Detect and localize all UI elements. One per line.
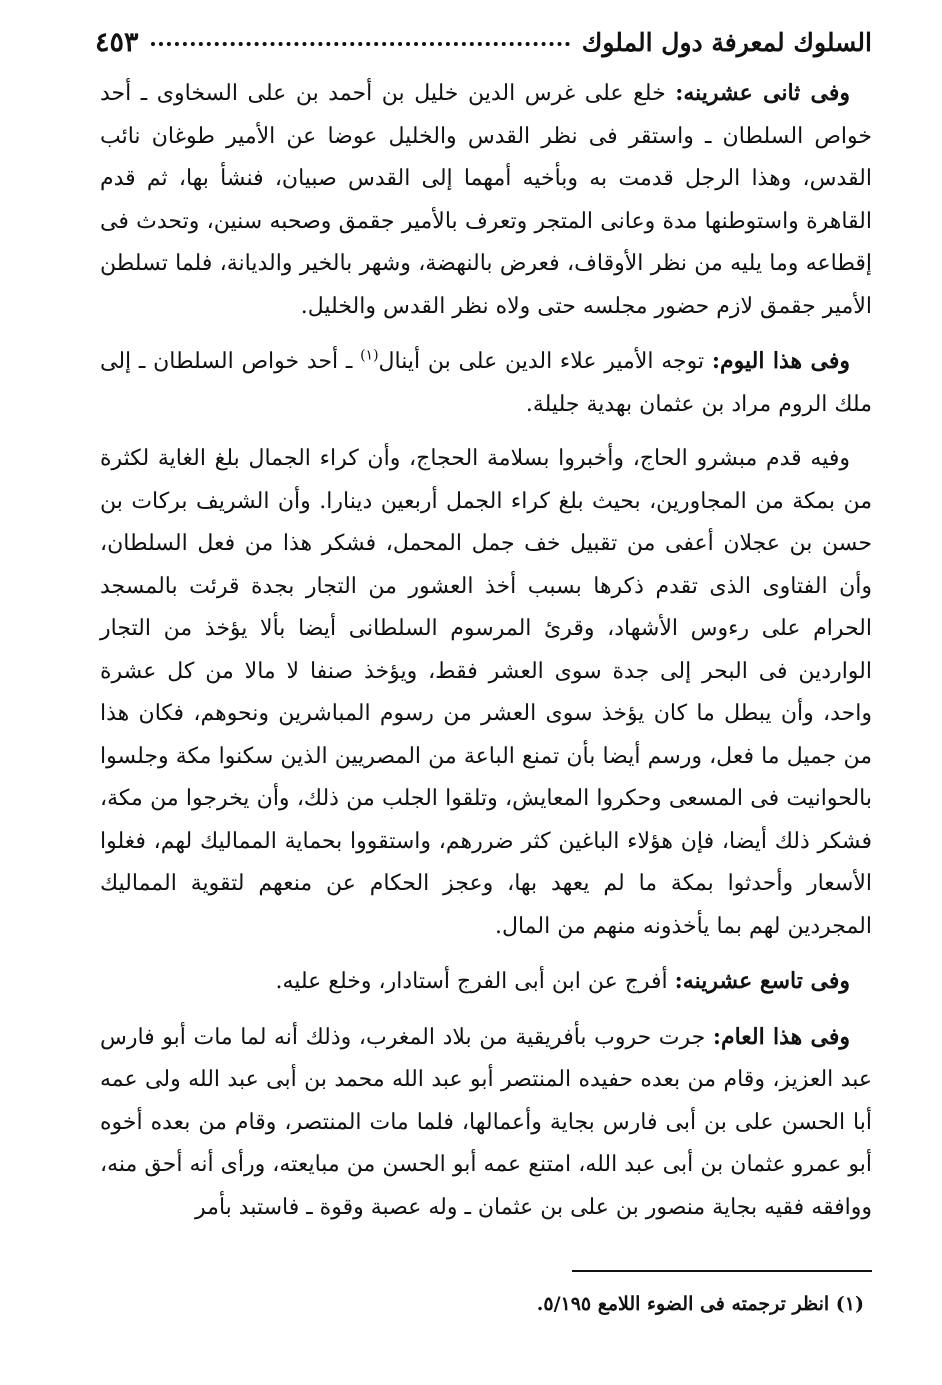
page-number: ٤٥٣ bbox=[95, 26, 139, 58]
paragraph bbox=[100, 960, 872, 1004]
paragraph-lead: وفى ثانى عشرينه: bbox=[675, 80, 850, 106]
paragraph bbox=[100, 438, 872, 948]
paragraph-text: ـ أحد خواص السلطان ـ إلى ملك الروم مراد بن عثمان بهدية جليلة. bbox=[100, 349, 872, 417]
paragraph-lead: وفى هذا العام: bbox=[712, 1023, 850, 1050]
paragraph-text: جرت حروب بأفريقية من بلاد المغرب، وذلك أنه لما مات أبو فارس عبد العزيز، وقام من بعده حفيده المنتصر أبو عبد الله محمد بن أبى عبد الله ولى عمه أبا الحسن على بن أبى فارس بجاية وأعمالها، فلما مات المنتصر، وقام من بعده أخوه أبو عمرو عثمان بن أبى عبد الله، امتنع عمه أبو الحسن من مبايعته، ورأى أنه أحق منه، ووافقه فقيه بجاية منصور بن على بن عثمان ـ وله عصبة وقوة ـ فاستبد بأمر bbox=[100, 1024, 872, 1220]
header-dot-leader bbox=[151, 38, 570, 46]
paragraph-text: وفيه قدم مبشرو الحاج، وأخبروا بسلامة الحجاج، وأن كراء الجمال بلغ الغاية لكثرة من بمكة من المجاورين، بحيث بلغ كراء الجمل أربعين دينارا. وأن الشريف بركات بن حسن بن عجلان أعفى من تقبيل خف جمل المحمل، فشكر هذا من فعل السلطان، وأن الفتاوى الذى تقدم ذكرها بسبب أخذ العشور من التجار بجدة قرئت بالمسجد الحرام على رءوس الأشهاد، وقرئ المرسوم السلطانى أيضا بألا يؤخذ من التجار الواردين فى البحر إلى جدة سوى العشر فقط، ويؤخذ صنفا لا مالا من كل عشرة واحد، وأن يبطل ما كان يؤخذ سوى العشر من رسوم المباشرين ونحوهم، فكان هذا من جميل ما فعل، ورسم أيضا بأن تمنع الباعة من المصريين الذين سكنوا مكة وجلسوا بالحوانيت فى المسعى وحكروا المعايش، وتلقوا الجلب من ذلك، وأن يخرجوا من مكة، فشكر ذلك أيضا، فإن هؤلاء الباغين كثر ضررهم، واستقووا بحماية المماليك لهم، فغلوا الأسعار وأحدثوا بمكة ما لم يعهد بها، وعجز الحكام عن منعهم لتقوية المماليك المجردين لهم بما يأخذونه منهم من المال. bbox=[100, 446, 872, 939]
paragraph bbox=[100, 1016, 872, 1230]
main-text bbox=[100, 72, 872, 1241]
footnote-divider bbox=[572, 1270, 872, 1272]
book-title: السلوك لمعرفة دول الملوك bbox=[581, 27, 872, 57]
paragraph-text: خلع على غرس الدين خليل بن أحمد بن على السخاوى ـ أحد خواص السلطان ـ واستقر فى نظر القدس والخليل عوضا عن الأمير طوغان نائب القدس، وهذا الرجل قدمت به وبأخيه أمهما إلى القدس صبيان، فنشأ بها، ثم قدم القاهرة واستوطنها مدة وعانى المتجر وتعرف بالأمير جقمق وصحبه سنين، وتحدث فى إقطاعه وما يليه من نظر الأوقاف، فعرض بالنهضة، وشهر بالخير والديانة، فلما تسلطن الأمير جقمق لازم حضور مجلسه حتى ولاه نظر القدس والخليل. bbox=[100, 81, 872, 319]
paragraph-lead: وفى تاسع عشرينه: bbox=[674, 968, 850, 994]
paragraph-text: أفرج عن ابن أبى الفرج أستادار، وخلع عليه. bbox=[275, 969, 675, 994]
footnote: (١) انظر ترجمته فى الضوء اللامع ٥/١٩٥. bbox=[536, 1293, 864, 1315]
running-header bbox=[95, 22, 872, 62]
paragraph bbox=[100, 72, 872, 328]
paragraph-text: توجه الأمير علاء الدين على بن أينال bbox=[378, 349, 712, 374]
paragraph bbox=[100, 340, 872, 426]
footnote-reference[interactable]: (١) bbox=[360, 347, 379, 364]
paragraph-lead: وفى هذا اليوم: bbox=[711, 348, 850, 374]
